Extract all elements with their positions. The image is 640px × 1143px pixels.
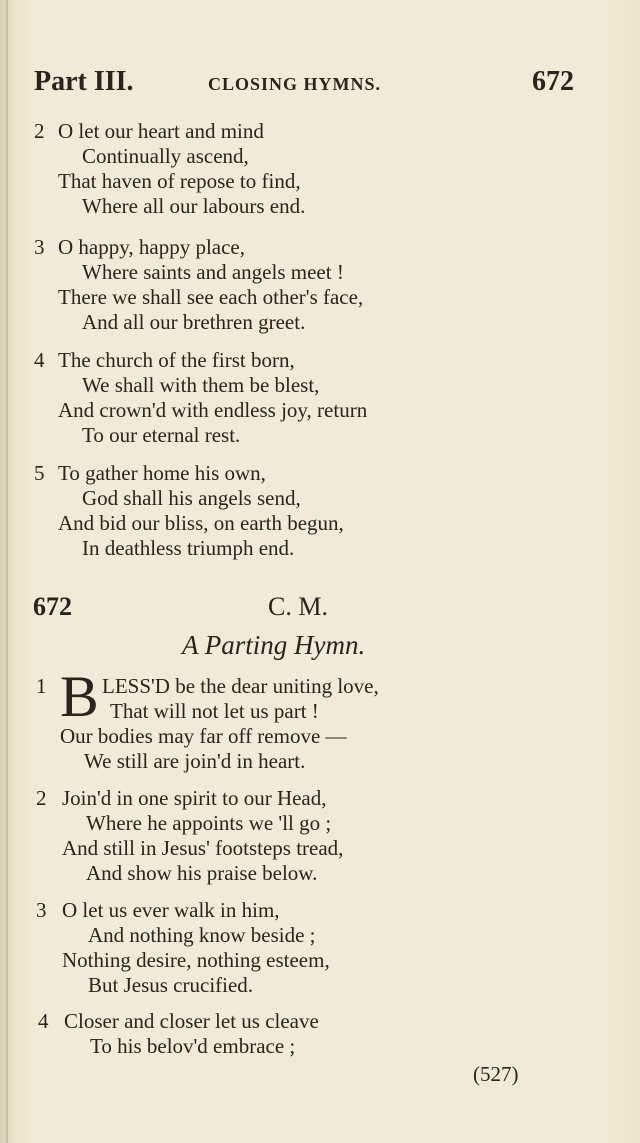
verse-line: To our eternal rest. bbox=[82, 423, 241, 447]
hymn-number: 672 bbox=[33, 592, 72, 621]
drop-cap: B bbox=[60, 664, 99, 729]
verse-line: And all our brethren greet. bbox=[82, 310, 306, 334]
verse-line: And show his praise below. bbox=[86, 861, 318, 885]
verse-number: 2 bbox=[36, 786, 47, 810]
verse-line: To his belov'd embrace ; bbox=[90, 1034, 296, 1058]
verse-line: The church of the first born, bbox=[58, 348, 295, 372]
verse-number: 5 bbox=[34, 461, 45, 485]
hymn-meter: C. M. bbox=[268, 592, 328, 621]
verse-line: But Jesus crucified. bbox=[88, 973, 254, 997]
verse-line: That haven of repose to find, bbox=[58, 169, 301, 193]
verse-line: And still in Jesus' footsteps tread, bbox=[62, 836, 344, 860]
verse-line: LESS'D be the dear uniting love, bbox=[102, 674, 379, 698]
page-gutter bbox=[6, 0, 8, 1143]
running-header bbox=[34, 66, 574, 100]
header-section: CLOSING HYMNS. bbox=[208, 74, 382, 94]
verse-line: Where all our labours end. bbox=[82, 194, 306, 218]
verse-line: O happy, happy place, bbox=[58, 235, 245, 259]
verse-line: And nothing know beside ; bbox=[88, 923, 316, 947]
verse-number: 4 bbox=[38, 1009, 49, 1033]
header-part: Part III. bbox=[34, 66, 134, 97]
verse-line: We still are join'd in heart. bbox=[84, 749, 306, 773]
verse-line: In deathless triumph end. bbox=[82, 536, 295, 560]
verse-number: 2 bbox=[34, 119, 45, 143]
verse-line: Our bodies may far off remove — bbox=[60, 724, 347, 748]
verse-line: And bid our bliss, on earth begun, bbox=[58, 511, 344, 535]
verse-line: To gather home his own, bbox=[58, 461, 266, 485]
page-number: (527) bbox=[473, 1062, 519, 1086]
verse-line: Nothing desire, nothing esteem, bbox=[62, 948, 330, 972]
verse-line: O let us ever walk in him, bbox=[62, 898, 280, 922]
verse-line: That will not let us part ! bbox=[110, 699, 319, 723]
verse-line: And crown'd with endless joy, return bbox=[58, 398, 368, 422]
verse-line: O let our heart and mind bbox=[58, 119, 264, 143]
verse-line: We shall with them be blest, bbox=[82, 373, 320, 397]
verse-number: 1 bbox=[36, 674, 47, 698]
verse-number: 3 bbox=[34, 235, 45, 259]
verse-line: Where he appoints we 'll go ; bbox=[86, 811, 332, 835]
verse-line: Join'd in one spirit to our Head, bbox=[62, 786, 327, 810]
verse-line: Continually ascend, bbox=[82, 144, 249, 168]
verse-line: Where saints and angels meet ! bbox=[82, 260, 344, 284]
hymn-title: A Parting Hymn. bbox=[182, 630, 366, 660]
verse-line: God shall his angels send, bbox=[82, 486, 301, 510]
verse-number: 3 bbox=[36, 898, 47, 922]
verse-line: Closer and closer let us cleave bbox=[64, 1009, 319, 1033]
header-number: 672 bbox=[532, 66, 574, 97]
verse-line: There we shall see each other's face, bbox=[58, 285, 364, 309]
verse-number: 4 bbox=[34, 348, 45, 372]
